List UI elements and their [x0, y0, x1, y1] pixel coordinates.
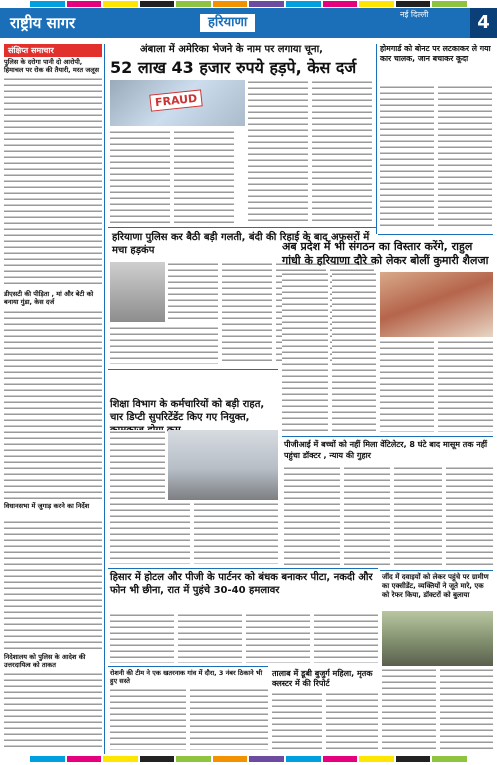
story-divider: [282, 436, 493, 437]
story-body: [222, 262, 272, 364]
brief-headline: विधानसभा में जुगाड़ करने का निर्देश: [4, 502, 90, 510]
column-divider: [104, 44, 105, 754]
story-headline: तालाब में डूबी बुजुर्ग महिला, मृतक क्लस्टर में की रिपोर्ट: [272, 669, 373, 688]
story-body: [446, 466, 493, 566]
story-body: [344, 466, 390, 566]
story-kicker: अंबाला में अमेरिका भेजने के नाम पर लगाया चूना,: [140, 44, 323, 55]
leader-photo: [380, 272, 493, 337]
story-body: [110, 613, 174, 663]
story-body: [272, 692, 322, 750]
story-body: [246, 613, 310, 663]
story-headline: होमगार्ड को बोनट पर लटकाकर ले गया कार चालक, जान बचाकर कूदा: [380, 44, 491, 63]
story-body: [174, 130, 234, 225]
story-body: [326, 692, 378, 750]
story-body: [248, 80, 308, 225]
building-photo: [168, 430, 278, 500]
brief-headline: डीएसटी की पीड़िता , मां और बेटी को बनाया गुंडा, केस दर्ज: [4, 290, 94, 306]
story-body: [178, 613, 242, 663]
page-number: 4: [470, 8, 497, 38]
brief-body: [4, 310, 102, 500]
story-body: [110, 130, 170, 225]
story-body: [110, 430, 165, 500]
story-headline: अब प्रदेश में भी संगठन का विस्तार करेंगे, राहुल गांधी के हरियाणा दौरे को लेकर बोलीं कुमारी शैलजा: [282, 240, 489, 267]
story-body: [314, 613, 378, 663]
story-divider: [380, 570, 493, 571]
story-headline: हिसार में होटल और पीजी के पार्टनर को बंधक बनाकर पीटा, नकदी और फोन भी छीना, रात में पुहंचे 30-40 हमलावर: [110, 572, 373, 596]
story-divider: [108, 568, 378, 569]
fraud-caption: FRAUD: [149, 89, 203, 111]
story-body: [382, 668, 436, 750]
brief-body: [4, 77, 102, 287]
brief-headline: निदेशालय को पुलिस के आदेश की उत्तरदायित्व को ताकत: [4, 653, 86, 669]
story-body: [194, 502, 278, 564]
section-label: हरियाणा: [200, 14, 255, 32]
story-body: [110, 502, 190, 564]
briefs-label: संक्षिप्त समाचार: [4, 44, 102, 57]
story-divider: [108, 227, 376, 228]
story-divider: [108, 666, 268, 667]
story-body: [394, 466, 442, 566]
fraud-image: [110, 80, 245, 126]
story-headline: जींद में दवाइयों को लेकर पहुंचे पर ग्रामीण का एक्सीडेंट, व्यक्तियों ने जूते मारे, एक को रेफर किया, डॉक्टरों को बुलाया: [382, 573, 489, 599]
edition-city: नई दिल्ली: [400, 10, 429, 19]
brief-body: [4, 520, 102, 650]
story-body: [110, 688, 186, 750]
story-headline: 52 लाख 43 हजार रुपये हड़पे, केस दर्ज: [110, 58, 357, 77]
story-headline: हरियाणा पुलिस कर बैठी बड़ी गलती, बंदी की रिहाई के बाद अफसरों में मचा हड़कंप: [112, 232, 370, 256]
story-body: [438, 85, 492, 230]
story-body: [380, 85, 434, 230]
registration-color-bar: [0, 1, 497, 7]
column-divider: [376, 44, 377, 234]
brief-body: [4, 672, 102, 750]
story-photo: [110, 262, 165, 322]
story-divider: [378, 234, 493, 235]
story-body: [282, 272, 328, 432]
story-headline: रोशनी की टीम ने एक खतरनाक गांव में दौरा, 3 नंबर ठिकाने भी हुए सस्ते: [110, 669, 263, 685]
story-body: [380, 340, 434, 432]
story-divider: [108, 369, 278, 370]
newspaper-logo: राष्ट्रीय सागर: [10, 14, 76, 32]
registration-color-bar: [0, 756, 497, 762]
story-body: [438, 340, 493, 432]
story-body: [312, 80, 372, 225]
story-body: [110, 326, 218, 364]
story-headline: शिक्षा विभाग के कर्मचारियों को बड़ी राहत, चार डिप्टी सुपरिटेंडेंट किए गए नियुक्त,: [110, 399, 265, 423]
story-body: [284, 466, 340, 566]
left-column: [4, 44, 102, 57]
story-body: [168, 262, 218, 322]
accident-photo: [382, 611, 493, 666]
story-body: [440, 668, 493, 750]
story-headline: पीजीआई में बच्चों को नहीं मिला वेंटिलेटर, 8 घंटे बाद मासूम तक नहीं पहुंचा डॉक्टर , न्याय की गुहार: [284, 440, 488, 460]
brief-headline: पुलिस के दरोगा पानी दो आरोपी, हिमाचल पर रोक की तैयारी, मरत जलूस: [4, 58, 100, 74]
story-body: [190, 688, 268, 750]
story-body: [332, 272, 376, 432]
